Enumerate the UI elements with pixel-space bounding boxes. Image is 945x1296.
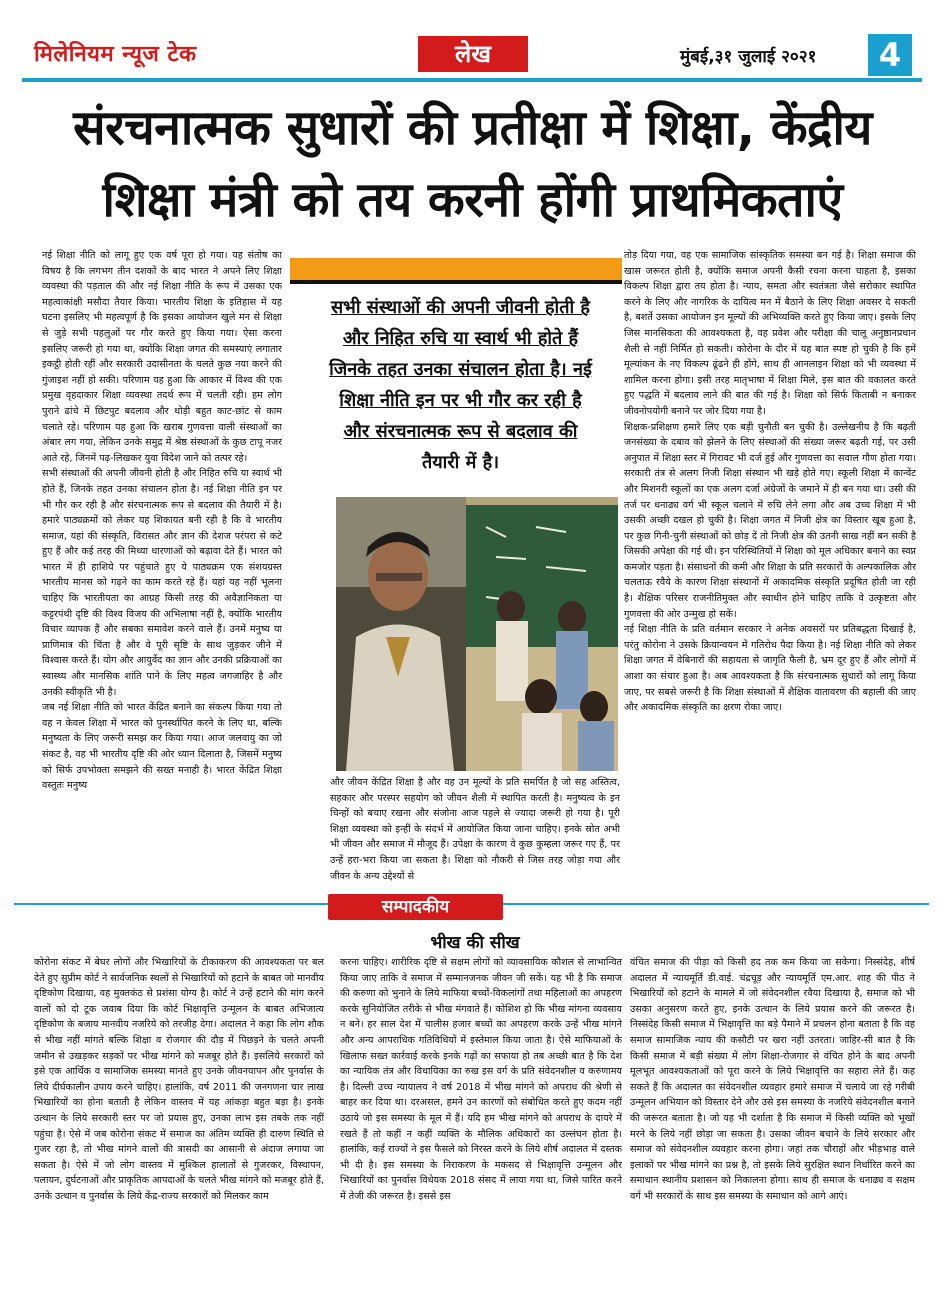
- article-paragraph: सभी संस्थाओं की अपनी जीवनी होती है और निहित रुचि या स्वार्थ भी होते हैं, जिनके तहत उनका संचालन होता है। नई शिक्षा नीति इन पर भी गौर कर रही है और संरचनात्मक रूप से बदलाव की तैयारी में है। हमारे पाठ्यक्रमों को लेकर यह शिकायत बनी रही है कि वे भारतीय समाज, यहां की संस्कृति, विरासत और ज्ञान की देशज परंपरा से कटे हुए हैं और कई तरह की मिथ्या धारणाओं को बढ़ावा देते हैं। भारत को भारत में ही हाशिये पर पहुंचाते हुए ये पाठ्यक्रम एक संशयग्रस्त भारतीय मानस को गढ़ने का काम करते रहे हैं। यहां यह नहीं भूलना चाहिए कि भारतीयता का आग्रह किसी तरह की अवैज्ञानिकता या कट्टरपंथी दृष्टि की विश्व विजय की अभिलाषा नहीं है, क्योंकि भारतीय विचार व्यापक हैं और सबका समावेश करने वाले हैं। उनमें मनुष्य या प्राणिमात्र की चिंता है और वे पूरी सृष्टि के साथ जुड़कर जीने में विश्वास करते हैं। योग और आयुर्वेद का ज्ञान और उनकी प्रक्रियाओं का स्वास्थ्य और मानसिक शांति पाने के लिए महत्व जगजाहिर है और उनकी स्वीकृति भी है।: [42, 468, 282, 698]
- article-paragraph: और जीवन केंद्रित शिक्षा है और वह उन मूल्यों के प्रति समर्पित है जो सह अस्तित्व, सहकार और परस्पर सहयोग को जीवन शैली में स्थापित करती है। मनुष्यत्व के इन चिन्हों को बचाए रखना और संजोना आज पहले से ज्यादा जरूरी हो गया है। पूरी शिक्षा व्यवस्था को इन्हीं के संदर्भ में आयोजित किया जाना चाहिए। इनके स्रोत अभी भी जीवन और समाज में मौजूद हैं। उपेक्षा के कारण वे कुछ कुम्हला जरूर गए हैं, पर उन्हें हरा-भरा किया जा सकता है। शिक्षा को नौकरी से जिस तरह जोड़ा गया और जीवन के अन्य उद्देश्यों से: [330, 777, 620, 882]
- pull-quote-line: और संरचनात्मक रूप से बदलाव की: [343, 421, 578, 442]
- article-column-1: [42, 248, 282, 833]
- pull-quote-line: शिक्षा नीति इन पर भी गौर कर रही है: [339, 390, 582, 411]
- editorial-column-3: वंचित समाज की पीड़ा को किसी हद तक कम किया जा सकेगा। निस्संदेह, शीर्ष अदालत में न्यायमूर्ति डी.वाई. चंद्रचूड़ और न्यायमूर्ति एम.आर. शाह की पीठ ने भिखारियों को हटाने के मामले में जो संवेदनशील रवैया दिखाया है, समाज को भी उसका अनुसरण करते हुए, इनके उत्थान के लिये प्रयास करने की जरूरत है। निस्संदेह किसी समाज में भिक्षावृत्ति का बड़े पैमाने में प्रचलन होना बताता है कि वह समाज सामाजिक न्याय की कसौटी पर खरा नहीं उतरता। जाहिर-सी बात है कि किसी समाज में बड़ी संख्या में लोग शिक्षा-रोजगार से वंचित होने के बाद अपनी मूलभूत आवश्यकताओं को पूरा करने के लिये भिक्षावृत्ति का सहारा लेते हैं। कह सकते हैं कि अदालत का संवेदनशील व्यवहार हमारे समाज में चलाये जा रहे गरीबी उन्मूलन अभियान को विस्तार देने और उसे इस समस्या के नजरिये संवेदनशील बनाने की जरूरत बताता है। जो यह भी दर्शाता है कि समाज में किसी व्यक्ति को भूखों मरने के लिये नहीं छोड़ा जा सकता है। उसका जीवन बचाने के लिये सरकार और समाज को संवेदनशील व्यवहार करना होगा। जहां तक चौराहों और भीड़भाड़ वाले इलाकों पर भीख मांगने का प्रश्न है, तो इसके लिये सुरक्षित स्थान निर्धारित करने का समाधान स्थानीय प्रशासन को निकालना होगा। साथ ही समाज के धनाढ्य व सक्षम वर्ग भी सरकारों के साथ इस समस्या के समाधान को आगे आएं।: [630, 957, 915, 1202]
- pull-quote-accent: [290, 258, 622, 280]
- article-paragraph: तोड़ दिया गया, वह एक सामाजिक सांस्कृतिक समस्या बन गई है। शिक्षा समाज की खास जरूरत होती है, क्योंकि समाज अपनी कैसी रचना करना चाहता है, इसका विकल्प शिक्षा द्वारा तय होता है। न्याय, समता और स्वतंत्रता जैसे सरोकार स्थापित करने के लिए और नागरिक के दायित्व मन में बैठाने के लिए शिक्षा अवसर दे सकती है, बशर्ते उसका आयोजन इन मूल्यों की अभिव्यक्ति करते हुए किया जाए। इसके लिए जिस मानसिकता की आवश्यकता है, वह प्रवेश और परीक्षा की चालू अनुष्ठानप्रधान शैली से नहीं निर्मित हो सकती। कोरोना के दौर में यह बात स्पष्ट हो चुकी है कि हमें मूल्यांकन के नए विकल्प ढूंढने ही होंगे, साथ ही आनलाइन शिक्षा को भी व्यवस्था में शामिल करना होगा। इसी तरह मातृभाषा में शिक्षा मिले, इस बात की वकालत करते हुए पद्धति में बदलाव लाने की बात की गई है। शिक्षा को सिर्फ किताबी न बनाकर जीवनोपयोगी बनाने पर जोर दिया गया है।: [624, 250, 916, 417]
- pull-quote-line: जिनके तहत उनका संचालन होता है। नई: [329, 359, 592, 380]
- headline-line-1: संरचनात्मक सुधारों की प्रतीक्षा में शिक्षा, केंद्रीय: [73, 100, 872, 156]
- pull-quote-line: सभी संस्थाओं की अपनी जीवनी होती है: [331, 297, 590, 318]
- headline-line-2: शिक्षा मंत्री को तय करनी होंगी प्राथमिकताएं: [102, 172, 843, 228]
- article-column-2: [330, 775, 620, 887]
- article-photo: [336, 497, 618, 771]
- editorial-column-1: कोरोना संकट में बेघर लोगों और भिखारियों के टीकाकरण की आवश्यकता पर बल देते हुए सुप्रीम कोर्ट ने सार्वजनिक स्थलों से भिखारियों को हटाने के बाबत जो मानवीय दृष्टिकोण दिखाया, वह मुक्तकंठ से प्रशंसा योग्य है। कोर्ट ने उन्हें हटाने की मांग करने वालों को दो टूक जवाब दिया कि कोर्ट भिक्षावृत्ति उन्मूलन के बाबत अभिजात्य दृष्टिकोण के बजाय मानवीय नजरिये को तरजीह देगा। अदालत ने कहा कि लोग शौक से भीख नहीं मांगते बल्कि शिक्षा व रोजगार की दौड़ में पिछड़ने के चलते अपनी जमीन से उखड़कर सड़कों पर भीख मांगने को मजबूर होते हैं। इसलिये सरकारों को इसे एक आर्थिक व सामाजिक समस्या मानते हुए उनके जीवनयापन और पुनर्वास के लिये दीर्घकालीन उपाय करने चाहिए। हालांकि, वर्ष 2011 की जनगणना चार लाख भिखारियों का होना बताती है लेकिन वास्तव में यह आंकड़ा बहुत बड़ा है। इनके उत्थान के लिये सरकारी स्तर पर जो प्रयास हुए, उनका लाभ इस तबके तक नहीं पहुंचा है। ऐसे में जब कोरोना संकट में समाज का अंतिम व्यक्ति ही दारुण स्थिति से गुजर रहा है, तो भीख मांगने वालों की त्रासदी का आसानी से अंदाज लगाया जा सकता है। ऐसे में जो लोग वास्तव में मुश्किल हालातों से गुजरकर, विस्थापन, पलायन, दुर्घटनाओं और प्राकृतिक आपदाओं के चलते भीख मांगने को मजबूर होते हैं, उनके उत्थान व पुनर्वास के लिये केंद्र-राज्य सरकारों को मिलकर काम: [34, 957, 324, 1202]
- pull-quote-line: तैयारी में है।: [421, 452, 500, 473]
- editorial-column-2: करना चाहिए। शारीरिक दृष्टि से सक्षम लोगों को व्यावसायिक कौशल से लाभान्वित किया जाए ताकि वे समाज में सम्मानजनक जीवन जी सकें। यह भी है कि समाज की करुणा को भुनाने के लिये माफिया बच्चों-विकलांगों तथा महिलाओं का अपहरण करके सुनियोजित तरीके से भीख मंगवाते हैं। कोशिश हो कि भीख मांगना व्यवसाय न बने। हर साल देश में चालीस हजार बच्चों का अपहरण करके उन्हें भीख मांगने और अन्य आपराधिक गतिविधियों में इस्तेमाल किया जाता है। ऐसे माफियाओं के खिलाफ सख्त कार्रवाई करके इनके गढ़ों का सफाया हो तब अच्छी बात है कि देश का न्यायिक तंत्र और विधायिका का रुख इस वर्ग के प्रति संवेदनशील व करुणामय है। दिल्ली उच्च न्यायालय ने वर्ष 2018 में भीख मांगने को अपराध की श्रेणी से बाहर कर दिया था। दरअसल, हमने उन कारणों को संबोधित करते हुए कदम नहीं उठाये जो इस समस्या के मूल में हैं। यदि हम भीख मांगने को अपराध के दायरे में रखते हैं तो कहीं न कहीं व्यक्ति के मौलिक अधिकारों का उल्लंघन होता है। हालांकि, कई राज्यों ने इस फैसले को निरस्त करने के लिये शीर्ष अदालत में दस्तक भी दी है। इस समस्या के निराकरण के मकसद से भिक्षावृत्ति उन्मूलन और भिखारियों का पुनर्वास विधेयक 2018 संसद में लाया गया था, जिसे पारित करने में तेजी की जरूरत है। इससे इस: [340, 957, 622, 1202]
- article-column-3: [624, 248, 916, 823]
- photo-illustration: [336, 497, 618, 771]
- page-number: 4: [868, 34, 912, 76]
- pull-quote: [288, 292, 633, 492]
- pull-quote-line: और निहित रुचि या स्वार्थ भी होते हैं: [342, 328, 579, 349]
- article-paragraph: शिक्षक-प्रशिक्षण हमारे लिए एक बड़ी चुनौती बन चुकी है। उल्लेखनीय है कि बढ़ती जनसंख्या के दबाव को झेलने के लिए संस्थाओं की संख्या जरूर बढ़ती गई, पर उसी अनुपात में शिक्षा स्तर में गिरावट भी दर्ज हुई और गुणवत्ता का सवाल गौण होता गया। सरकारी तंत्र से अलग निजी शिक्षा संस्थान भी खड़े होते गए। स्कूली शिक्षा में कान्वेंट और मिशनरी स्कूलों का एक अलग दर्जा अंग्रेजों के जमाने में ही बन गया था। उसी की तर्ज पर धनाढ्य वर्ग भी स्कूल चलाने में रुचि लेने लगा और अब उच्च शिक्षा में भी उसकी अच्छी दखल हो चुकी है। शिक्षा जगत में निजी क्षेत्र का विस्तार खूब हुआ है, पर कुछ गिनी-चुनी संस्थाओं को छोड़ दें तो निजी क्षेत्र की उतनी साख नहीं बन सकी है जिसकी अपेक्षा की गई थी। इन परिस्थितियों में शिक्षा को मूल अधिकार बनाने का स्वप्न कमजोर पड़ता है। संसाधनों की कमी और शिक्षा के प्रति सरकारों के अल्पकालिक और चलताऊ रवैये के कारण शिक्षा संस्थानों में अकादमिक संस्कृति प्रदूषित होती जा रही है। शैक्षिक परिसर राजनीतिमुक्त और स्वाधीन होने चाहिए ताकि वे उत्कृष्टता और गुणवत्ता की ओर उन्मुख हो सकें।: [624, 421, 916, 620]
- dateline: मुंबई,३१ जुलाई २०२१: [680, 47, 817, 67]
- editorial-title: भीख की सीख: [430, 933, 520, 953]
- section-label: लेख: [418, 36, 528, 72]
- headline: [20, 92, 925, 236]
- editorial-label: सम्पादकीय: [328, 894, 503, 920]
- header-divider: [22, 78, 922, 82]
- article-paragraph: नई शिक्षा नीति को लागू हुए एक वर्ष पूरा हो गया। यह संतोष का विषय है कि लगभग तीन दशकों के बाद भारत ने अपने लिए शिक्षा व्यवस्था की पड़ताल की और नई शिक्षा नीति के रूप में उसका एक महत्वाकांक्षी मसौदा तैयार किया। भारतीय शिक्षा के इतिहास में यह घटना इसलिए भी महत्वपूर्ण है कि इसका आयोजन खुले मन से शिक्षा से जुड़े सभी पहलुओं पर गौर करते हुए किया गया। ऐसा करना इसलिए जरूरी हो गया था, क्योंकि शिक्षा जगत की समस्याएं लगातार इकट्ठी होती रहीं और सरकारी उदासीनता के चलते कुछ नया करने की गुंजाइश नहीं हो सकी। परिणाम यह हुआ कि आकार में विश्व की एक प्रमुख वृहदाकार शिक्षा व्यवस्था तदर्थ रूप में चलती रही। हम लोग पुराने ढांचे में छिटपुट बदलाव और थोड़ी बहुत काट-छांट से काम चलाते रहे। परिणाम यह हुआ कि खराब गुणवत्ता वाली संस्थाओं का अंबार लग गया, लेकिन उनके समुद्र में श्रेष्ठ संस्थाओं के कुछ टापू नजर आते रहे, जिनमें पढ़-लिखकर युवा विदेश जाने को तत्पर रहे।: [42, 250, 282, 464]
- article-paragraph: जब नई शिक्षा नीति को भारत केंद्रित बनाने का संकल्प किया गया तो वह न केवल शिक्षा में भारत को पुनर्स्थापित करने के लिए था, बल्कि मनुष्यता के लिए जरूरी समझ कर किया गया। आज जलवायु का जो संकट है, वह भी भारतीय दृष्टि की ओर ध्यान दिलाता है, जिसमें मनुष्य को सिर्फ उपभोक्ता समझने की सख्त मनाही है। भारत केंद्रित शिक्षा वस्तुतः मनुष्य: [42, 702, 282, 792]
- article-paragraph: नई शिक्षा नीति के प्रति वर्तमान सरकार ने अनेक अवसरों पर प्रतिबद्धता दिखाई है, परंतु कोरोना ने उसके क्रियान्वयन में गतिरोध पैदा किया है। नई शिक्षा नीति को लेकर शिक्षा जगत में वेबिनारों की सहायता से जागृति फैली है, भ्रम दूर हुए हैं और लोगों में आशा का संचार हुआ है। अब आवश्यकता है कि संरचनात्मक सुधारों को लागू किया जाए, पर सबसे जरूरी है कि शिक्षा संस्थाओं में शैक्षिक वातावरण की बहाली की जाए और अकादमिक संस्कृति का क्षरण रोका जाए।: [624, 624, 916, 714]
- newspaper-brand: मिलेनियम न्यूज टेक: [34, 42, 197, 67]
